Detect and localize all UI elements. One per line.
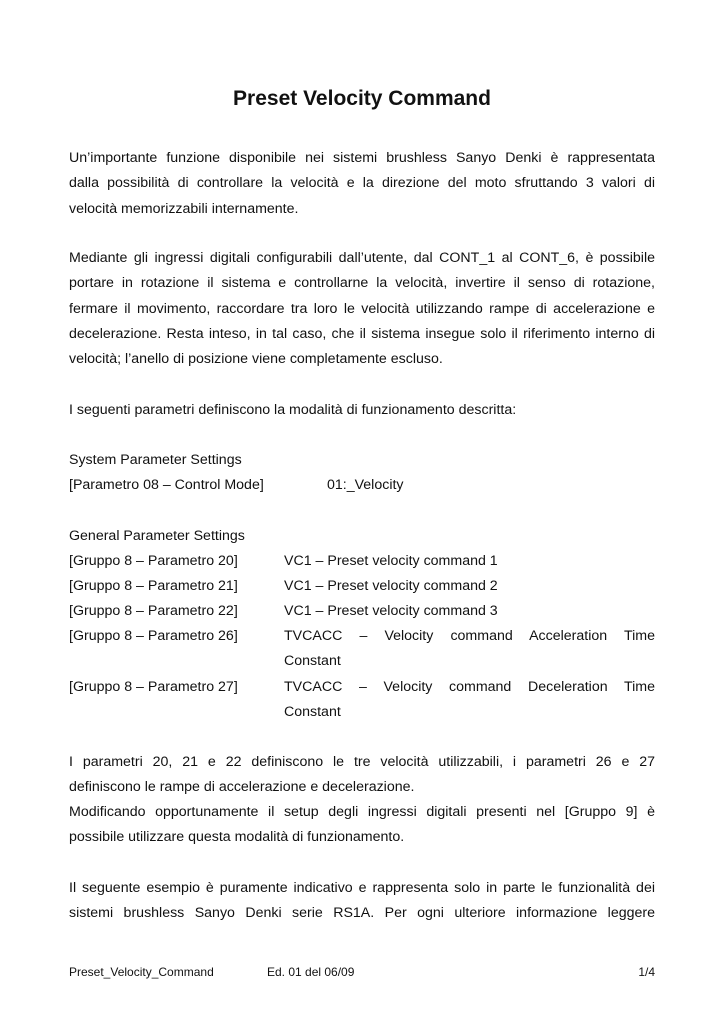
heading-text: System Parameter Settings	[69, 452, 242, 468]
param-value: VC1 – Preset velocity command 2	[284, 578, 498, 594]
param-key: [Gruppo 8 – Parametro 22]	[69, 603, 238, 619]
text-line: fermare il movimento, raccordare tra loro le velocità utilizzando rampe di accelerazione e	[69, 300, 655, 317]
footer-filename: Preset_Velocity_Command	[69, 965, 214, 979]
paragraph-inputs	[69, 246, 655, 372]
text-line: portare in rotazione il sistema e controllarne la velocità, invertire il senso di rotazione,	[69, 275, 655, 292]
param-key: [Gruppo 8 – Parametro 27]	[69, 679, 238, 695]
text-line: velocità memorizzabili internamente.	[69, 200, 299, 217]
param-key: [Gruppo 8 – Parametro 21]	[69, 578, 238, 594]
param-value: VC1 – Preset velocity command 1	[284, 553, 498, 569]
param-value	[284, 675, 655, 726]
param-key: [Gruppo 8 – Parametro 20]	[69, 553, 238, 569]
text-line: Il seguente esempio è puramente indicativo e rappresenta solo in parte le funzionalità dei	[69, 880, 655, 896]
text-line: Mediante gli ingressi digitali configurabili dall’utente, dal CONT_1 al CONT_6, è possibile	[69, 250, 655, 266]
param-value-line: TVCACC – Velocity command Acceleration Time	[284, 628, 655, 644]
param-key: [Gruppo 8 – Parametro 26]	[69, 628, 238, 644]
text-line: dalla possibilità di controllare la velocità e la direzione del moto sfruttando 3 valori di	[69, 175, 655, 192]
param-value: VC1 – Preset velocity command 3	[284, 603, 498, 619]
text-line: I seguenti parametri definiscono la modalità di funzionamento descritta:	[69, 402, 517, 418]
paragraph-params-intro	[69, 398, 655, 423]
text-line: Modificando opportunamente il setup degli ingressi digitali presenti nel [Gruppo 9] è	[69, 804, 655, 820]
footer-page-number: 1/4	[638, 965, 655, 979]
param-value-line: Constant	[284, 704, 341, 721]
param-key: [Parametro 08 – Control Mode]	[69, 477, 264, 493]
page-title: Preset Velocity Command	[233, 87, 491, 110]
paragraph-params-explained	[69, 750, 655, 801]
paragraph-intro	[69, 146, 655, 222]
text-line: possibile utilizzare questa modalità di funzionamento.	[69, 829, 405, 846]
paragraph-example	[69, 876, 655, 927]
text-line: decelerazione. Resta inteso, in tal caso, che il sistema insegue solo il riferimento interno di	[69, 325, 655, 342]
param-value: 01:_Velocity	[327, 477, 404, 493]
text-line: definiscono le rampe di accelerazione e decelerazione.	[69, 779, 415, 796]
text-line: I parametri 20, 21 e 22 definiscono le tre velocità utilizzabili, i parametri 26 e 27	[69, 754, 655, 770]
footer-edition: Ed. 01 del 06/09	[267, 965, 355, 979]
param-value	[284, 624, 655, 675]
heading-text: General Parameter Settings	[69, 528, 245, 544]
param-value-line: TVCACC – Velocity command Deceleration Time	[284, 679, 655, 695]
param-value-line: Constant	[284, 653, 341, 670]
text-line: Un’importante funzione disponibile nei sistemi brushless Sanyo Denki è rappresentata	[69, 150, 655, 166]
text-line: sistemi brushless Sanyo Denki serie RS1A. Per ogni ulteriore informazione leggere	[69, 905, 655, 922]
paragraph-setup	[69, 800, 655, 851]
text-line: velocità; l’anello di posizione viene completamente escluso.	[69, 351, 443, 368]
